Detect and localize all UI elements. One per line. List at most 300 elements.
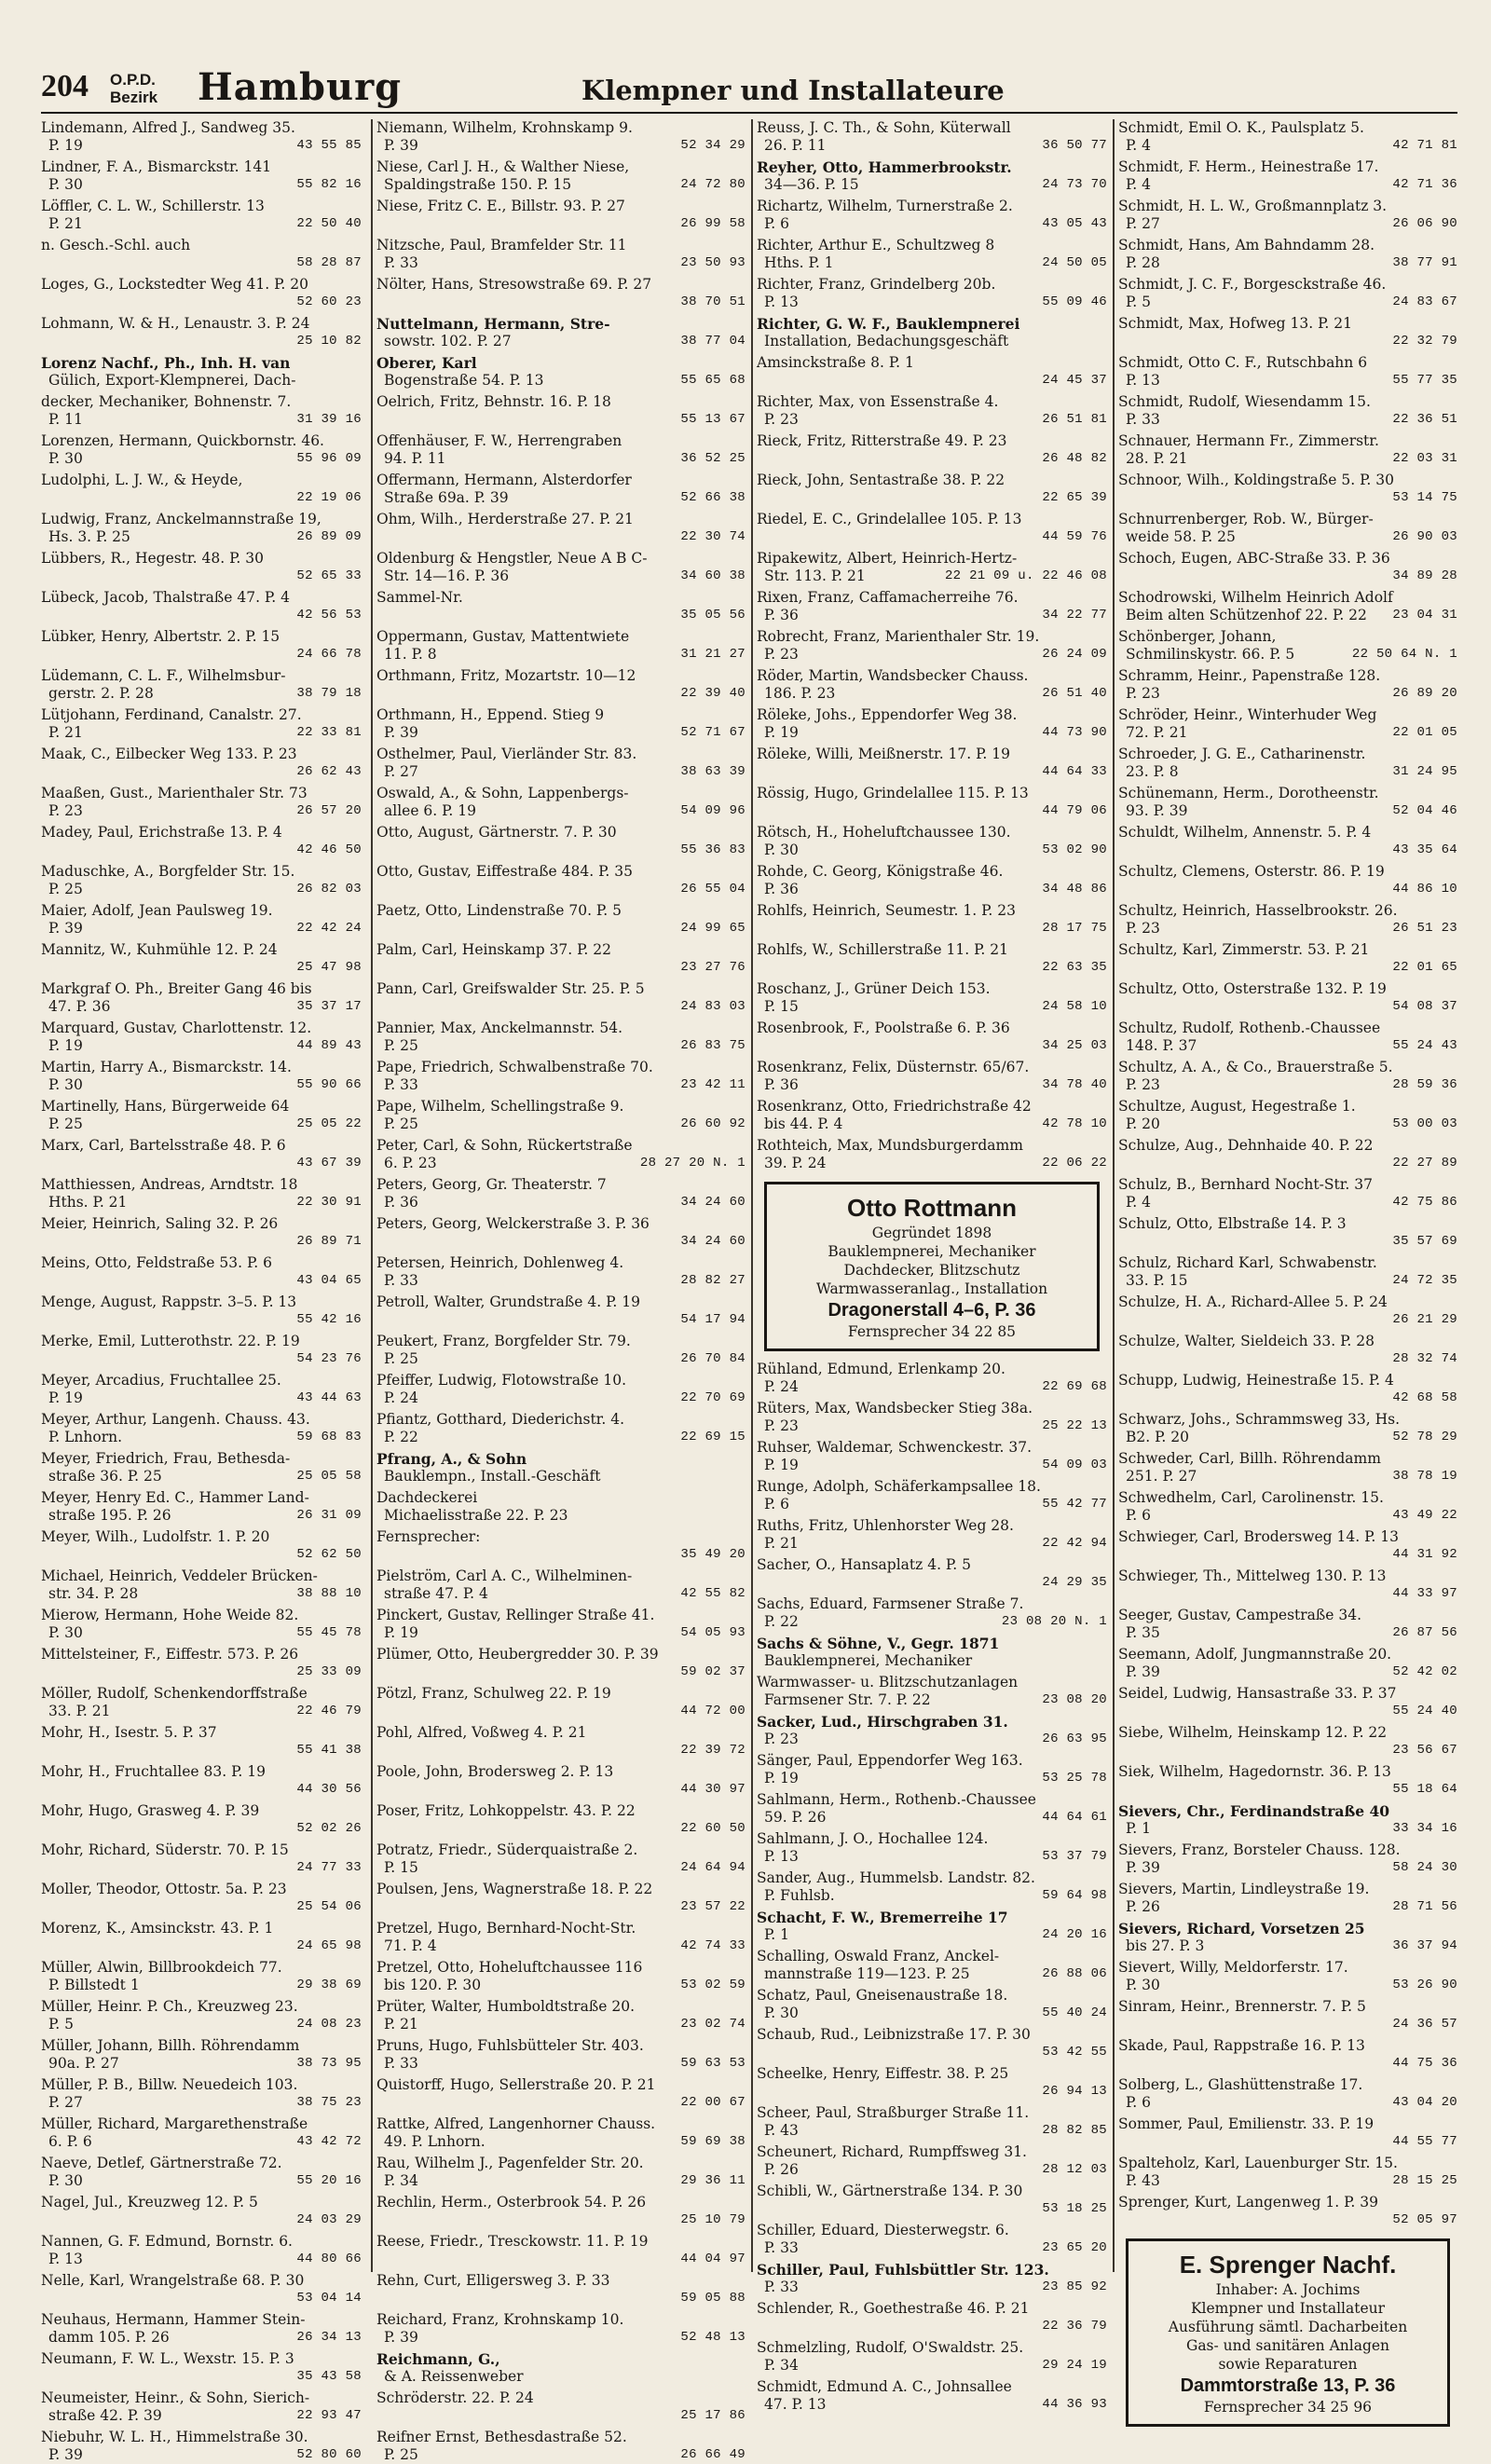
entry-name: Müller, P. B., Billw. Neuedeich 103. [41, 2076, 298, 2093]
entry-detail-row [376, 1507, 746, 1525]
entry-phone: 38 75 23 [296, 2095, 362, 2110]
entry-detail-row [41, 1507, 362, 1525]
directory-entry [376, 393, 746, 429]
entry-detail: P. 33 [384, 254, 418, 271]
entry-detail-row [376, 1272, 746, 1290]
entry-detail-row [1118, 2133, 1457, 2151]
entry-phone: 36 37 94 [1392, 1938, 1457, 1953]
entry-detail-row [1118, 411, 1457, 429]
directory-entry [1118, 785, 1457, 820]
entry-phone: 36 50 77 [1042, 138, 1107, 153]
entry-name: Oldenburg & Hengstler, Neue A B C- [376, 550, 648, 567]
entry-name: Sachs & Söhne, V., Gegr. 1871 [757, 1635, 1000, 1652]
entry-name: Rieck, Fritz, Ritterstraße 49. P. 23 [757, 432, 1007, 449]
entry-name: Siek, Wilhelm, Hagedornstr. 36. P. 13 [1118, 1763, 1391, 1780]
entry-name: Schmidt, H. L. W., Großmannplatz 3. [1118, 198, 1388, 214]
directory-entry [41, 1567, 362, 1603]
entry-detail-row [1118, 802, 1457, 820]
directory-entry [1118, 1176, 1457, 1211]
entry-name: Schönberger, Johann, [1118, 628, 1277, 645]
entry-name: Sahlmann, J. O., Hochallee 124. [757, 1830, 989, 1847]
entry-detail-row [757, 489, 1107, 507]
entry-phone: 26 82 03 [296, 882, 362, 897]
directory-entry [757, 550, 1107, 585]
entry-detail-row [41, 1468, 362, 1485]
entry-phone: 42 75 86 [1392, 1195, 1457, 1210]
column-3-top [757, 119, 1107, 1172]
directory-entry [41, 315, 362, 350]
entry-name: Pielström, Carl A. C., Wilhelminen- [376, 1567, 633, 1584]
entry-detail-row [41, 2368, 362, 2386]
entry-detail: straße 36. P. 25 [48, 1468, 162, 1485]
entry-detail-row [41, 920, 362, 938]
entry-detail-row [41, 1742, 362, 1759]
entry-detail-row [376, 607, 746, 624]
entry-phone: 53 18 25 [1042, 2201, 1107, 2216]
entry-detail-row [757, 333, 1107, 350]
entry-detail: bis 120. P. 30 [384, 1977, 482, 1993]
page-number: 204 [41, 69, 89, 103]
entry-detail: 59. P. 26 [764, 1809, 827, 1826]
entry-name: Quistorff, Hugo, Sellerstraße 20. P. 21 [376, 2076, 656, 2093]
entry-phone: 26 88 06 [1042, 1966, 1107, 1981]
directory-entry [41, 2389, 362, 2425]
entry-phone: 35 49 20 [680, 1547, 746, 1562]
entry-name: Pape, Friedrich, Schwalbenstraße 70. [376, 1059, 653, 1075]
entry-detail-row [757, 294, 1107, 311]
entry-detail-row [757, 2122, 1107, 2140]
directory-entry [1118, 1137, 1457, 1172]
directory-entry [376, 1411, 746, 1446]
entry-detail-row [757, 685, 1107, 703]
entry-detail: P. 22 [764, 1613, 799, 1630]
entry-detail-row [376, 1076, 746, 1094]
directory-entry [757, 824, 1107, 859]
entry-name: Roschanz, J., Grüner Deich 153. [757, 980, 991, 997]
entry-name: Fernsprecher: [376, 1528, 481, 1545]
directory-entry [376, 1998, 746, 2033]
entry-detail-row [1118, 607, 1457, 624]
entry-detail: P. 11 [48, 411, 83, 428]
entry-phone: 42 71 81 [1392, 138, 1457, 153]
entry-detail: P. 30 [48, 450, 83, 467]
entry-phone: 55 42 16 [296, 1312, 362, 1327]
entry-name: Möller, Rudolf, Schenkendorffstraße [41, 1685, 308, 1702]
entry-detail: P. 36 [384, 1194, 418, 1211]
entry-phone: 54 08 37 [1392, 999, 1457, 1014]
entry-detail: Str. 14—16. P. 36 [384, 568, 510, 584]
entry-detail: P. 6 [764, 215, 790, 232]
directory-entry [757, 1635, 1107, 1670]
entry-phone: 23 02 74 [680, 2017, 746, 2032]
entry-name: Otto, Gustav, Eiffestraße 484. P. 35 [376, 863, 633, 880]
advertisement-otto-rottmann [764, 1182, 1100, 1351]
entry-phone: 26 34 13 [296, 2330, 362, 2345]
entry-name: Schmidt, Hans, Am Bahndamm 28. [1118, 237, 1375, 253]
entry-detail-row [41, 1820, 362, 1838]
entry-name: Schramm, Heinr., Papenstraße 128. [1118, 667, 1381, 684]
directory-entry [376, 2272, 746, 2307]
directory-entry [757, 2261, 1107, 2296]
entry-name: Marquard, Gustav, Charlottenstr. 12. [41, 1020, 312, 1036]
entry-detail: P. 34 [764, 2357, 799, 2374]
entry-phone: 54 17 94 [680, 1312, 746, 1327]
entry-name: Naeve, Detlef, Gärtnerstraße 72. [41, 2155, 282, 2171]
entry-name: Schroeder, J. G. E., Catharinenstr. [1118, 746, 1366, 762]
entry-detail-row [757, 763, 1107, 781]
entry-name: Sammel-Nr. [376, 589, 463, 606]
entry-name: Neuhaus, Hermann, Hammer Stein- [41, 2311, 306, 2328]
directory-entry [757, 941, 1107, 977]
column-1 [41, 119, 362, 2463]
directory-entry [1118, 706, 1457, 742]
entry-name: Schultz, Clemens, Osterstr. 86. P. 19 [1118, 863, 1385, 880]
entry-name: Pötzl, Franz, Schulweg 22. P. 19 [376, 1685, 611, 1702]
entry-name: Ludolphi, L. J. W., & Heyde, [41, 472, 243, 488]
directory-entry [376, 472, 746, 507]
entry-detail-row [41, 842, 362, 859]
entry-name: Reuss, J. C. Th., & Sohn, Küterwall [757, 119, 1011, 136]
entry-name: Sievers, Martin, Lindleystraße 19. [1118, 1881, 1370, 1897]
entry-detail: Gülich, Export-Klempnerei, Dach- [48, 372, 296, 389]
entry-detail-row [1118, 176, 1457, 194]
directory-entry [376, 315, 746, 350]
entry-name: Seeger, Gustav, Campestraße 34. [1118, 1607, 1362, 1623]
entry-detail-row [757, 607, 1107, 624]
entry-detail: sowstr. 102. P. 27 [384, 333, 512, 349]
directory-entry [41, 1802, 362, 1838]
entry-detail: 72. P. 21 [1126, 724, 1188, 741]
entry-phone: 42 71 36 [1392, 177, 1457, 192]
entry-detail: P. 19 [48, 137, 83, 154]
directory-entry [376, 2076, 746, 2112]
directory-entry [757, 1909, 1107, 1944]
entry-detail: P. 13 [764, 294, 799, 310]
entry-detail-row [41, 1194, 362, 1211]
entry-name: Röleke, Willi, Meißnerstr. 17. P. 19 [757, 746, 1010, 762]
entry-detail-row [376, 763, 746, 781]
entry-name: Ripakewitz, Albert, Heinrich-Hertz- [757, 550, 1018, 567]
entry-phone: 31 24 95 [1392, 764, 1457, 779]
directory-entry [376, 1059, 746, 1094]
entry-phone: 28 27 20 N. 1 [639, 1156, 746, 1170]
entry-name: Schuldt, Wilhelm, Annenstr. 5. P. 4 [1118, 824, 1372, 841]
entry-name: Ruths, Fritz, Uhlenhorster Weg 28. [757, 1517, 1014, 1534]
directory-entry [41, 1372, 362, 1407]
entry-phone: 26 63 95 [1042, 1732, 1107, 1746]
directory-entry [757, 1830, 1107, 1866]
entry-name: Seidel, Ludwig, Hansastraße 33. P. 37 [1118, 1685, 1397, 1702]
entry-phone: 55 42 77 [1042, 1497, 1107, 1512]
entry-detail: P. 39 [384, 2329, 418, 2346]
entry-detail-row [41, 372, 362, 390]
entry-name: Meyer, Wilh., Ludolfstr. 1. P. 20 [41, 1528, 270, 1545]
directory-entry [376, 1920, 746, 1955]
directory-entry [757, 472, 1107, 507]
entry-detail-row [1118, 2211, 1457, 2229]
entry-name: Rohde, C. Georg, Königstraße 46. [757, 863, 1004, 880]
directory-entry [41, 276, 362, 311]
entry-phone: 22 27 89 [1392, 1156, 1457, 1170]
entry-phone: 58 24 30 [1392, 1860, 1457, 1875]
entry-detail-row [376, 1311, 746, 1329]
entry-name: Merke, Emil, Lutterothstr. 22. P. 19 [41, 1333, 300, 1349]
entry-detail-row [376, 1703, 746, 1720]
entry-detail-row [757, 998, 1107, 1016]
directory-entry [1118, 1920, 1457, 1955]
directory-entry [41, 1294, 362, 1329]
entry-name: Peters, Georg, Gr. Theaterstr. 7 [376, 1176, 607, 1193]
entry-name: Niemann, Wilhelm, Krohnskamp 9. [376, 119, 633, 136]
entry-detail-row [757, 2044, 1107, 2061]
entry-name: Mohr, Richard, Süderstr. 70. P. 15 [41, 1841, 289, 1858]
entry-detail-row [41, 1937, 362, 1955]
entry-name: Petersen, Heinrich, Dohlenweg 4. [376, 1254, 624, 1271]
entry-name: Schatz, Paul, Gneisenaustraße 18. [757, 1987, 1008, 2004]
entry-detail-row [376, 2172, 746, 2190]
directory-entry [1118, 1567, 1457, 1603]
entry-detail: 23. P. 8 [1126, 763, 1179, 780]
directory-entry [757, 1098, 1107, 1133]
directory-entry [376, 550, 746, 585]
entry-detail-row [376, 2016, 746, 2033]
column-rule [371, 119, 373, 2272]
entry-detail-row [757, 254, 1107, 272]
entry-name: Seemann, Adolf, Jungmannstraße 20. [1118, 1646, 1392, 1663]
entry-detail: 186. P. 23 [764, 685, 836, 702]
entry-detail-row [757, 1496, 1107, 1513]
directory-entry [757, 237, 1107, 272]
entry-phone: 22 36 51 [1392, 412, 1457, 427]
entry-phone: 22 36 79 [1042, 2319, 1107, 2334]
directory-entry [757, 511, 1107, 546]
directory-entry [1118, 2037, 1457, 2073]
directory-entry [376, 746, 746, 781]
directory-entry [376, 1020, 746, 1055]
entry-name: Markgraf O. Ph., Breiter Gang 46 bis [41, 980, 312, 997]
entry-detail: P. 33 [1126, 411, 1160, 428]
entry-phone: 34 60 38 [680, 568, 746, 583]
entry-detail-row [376, 254, 746, 272]
entry-name: Rössig, Hugo, Grindelallee 115. P. 13 [757, 785, 1029, 801]
entry-phone: 26 51 81 [1042, 412, 1107, 427]
entry-detail: P. 25 [384, 1350, 418, 1367]
entry-phone: 26 57 20 [296, 803, 362, 818]
entry-phone: 25 22 13 [1042, 1418, 1107, 1433]
entry-detail-row [376, 1742, 746, 1759]
entry-phone: 52 78 29 [1392, 1430, 1457, 1444]
entry-phone: 22 21 09 u. 22 46 08 [944, 568, 1107, 583]
entry-detail-row [757, 2200, 1107, 2218]
entry-phone: 24 83 67 [1392, 294, 1457, 309]
entry-detail-row [1118, 685, 1457, 703]
entry-detail: P. 28 [1126, 254, 1160, 271]
entry-phone: 24 29 35 [1042, 1575, 1107, 1590]
entry-detail-row [376, 372, 746, 390]
directory-entry [41, 1998, 362, 2033]
entry-detail: Bogenstraße 54. P. 13 [384, 372, 544, 389]
entry-detail-row [757, 215, 1107, 233]
entry-name: Meyer, Arthur, Langenh. Chauss. 43. [41, 1411, 310, 1428]
ad-line: Warmwasseranlag., Installation [815, 1280, 1048, 1297]
entry-detail-row [376, 411, 746, 429]
entry-name: Maak, C., Eilbecker Weg 133. P. 23 [41, 746, 297, 762]
entry-name: Skade, Paul, Rappstraße 16. P. 13 [1118, 2037, 1365, 2054]
entry-name: Rixen, Franz, Caffamacherreihe 76. [757, 589, 1019, 606]
entry-name: Mohr, H., Fruchtallee 83. P. 19 [41, 1763, 266, 1780]
directory-entry [376, 1215, 746, 1251]
entry-phone: 52 02 26 [296, 1821, 362, 1836]
entry-name: Schmelzling, Rudolf, O'Swaldstr. 25. [757, 2339, 1024, 2356]
entry-phone: 24 20 16 [1042, 1927, 1107, 1942]
entry-phone: 26 51 23 [1392, 921, 1457, 936]
entry-name: Müller, Richard, Margarethenstraße [41, 2115, 308, 2132]
entry-name: Offenhäuser, F. W., Herrengraben [376, 432, 622, 449]
entry-detail-row [376, 1624, 746, 1642]
entry-phone: 26 89 20 [1392, 686, 1457, 701]
entry-phone: 22 69 68 [1042, 1379, 1107, 1394]
entry-detail: P. 19 [48, 1389, 83, 1406]
ad-line: Gegründet 1898 [871, 1225, 992, 1241]
entry-phone: 43 49 22 [1392, 1508, 1457, 1523]
entry-detail-row [376, 802, 746, 820]
entry-detail-row [376, 1546, 746, 1564]
entry-name: Mannitz, W., Kuhmühle 12. P. 24 [41, 941, 278, 958]
entry-name: Lübeck, Jacob, Thalstraße 47. P. 4 [41, 589, 290, 606]
entry-detail-row [376, 1468, 746, 1485]
directory-entry [41, 2311, 362, 2347]
entry-detail-row [1118, 1546, 1457, 1564]
directory-entry [1118, 315, 1457, 350]
entry-detail-row [41, 2055, 362, 2073]
entry-detail-row [376, 1937, 746, 1955]
directory-entry [757, 276, 1107, 311]
entry-phone: 23 65 20 [1042, 2240, 1107, 2255]
entry-name: decker, Mechaniker, Bohnenstr. 7. [41, 393, 292, 410]
entry-detail-row [376, 1155, 746, 1172]
entry-detail: P. 5 [48, 2016, 75, 2033]
entry-detail: 6. P. 23 [384, 1155, 437, 1171]
directory-entry [1118, 1411, 1457, 1446]
entry-name: Schibli, W., Gärtnerstraße 134. P. 30 [757, 2183, 1023, 2199]
entry-detail-row [757, 1926, 1107, 1944]
entry-detail: Straße 69a. P. 39 [384, 489, 509, 506]
entry-detail-row [376, 685, 746, 703]
entry-name: Schultze, August, Hegestraße 1. [1118, 1098, 1356, 1115]
entry-phone: 25 47 98 [296, 960, 362, 975]
entry-detail: str. 34. P. 28 [48, 1585, 139, 1602]
entry-detail: P. 30 [48, 2172, 83, 2189]
entry-phone: 44 86 10 [1392, 882, 1457, 897]
entry-detail-row [376, 1781, 746, 1799]
directory-entry [41, 472, 362, 507]
entry-phone: 44 30 56 [296, 1782, 362, 1797]
entry-name: Rau, Wilhelm J., Pagenfelder Str. 20. [376, 2155, 644, 2171]
entry-detail-row [757, 1155, 1107, 1172]
entry-name: Pfeiffer, Ludwig, Flotowstraße 10. [376, 1372, 627, 1389]
entry-detail: & A. Reissenweber [384, 2368, 524, 2385]
entry-phone: 52 05 97 [1392, 2212, 1457, 2227]
entry-name: Paetz, Otto, Lindenstraße 70. P. 5 [376, 902, 622, 919]
directory-entry [376, 237, 746, 272]
directory-entry [1118, 1215, 1457, 1251]
entry-name: Sander, Aug., Hummelsb. Landstr. 82. [757, 1869, 1035, 1886]
entry-name: Nagel, Jul., Kreuzweg 12. P. 5 [41, 2194, 258, 2211]
ad-line: Bauklempnerei, Mechaniker [828, 1243, 1036, 1260]
entry-detail-row [376, 2407, 746, 2425]
directory-entry [757, 1987, 1107, 2022]
entry-phone: 43 67 39 [296, 1156, 362, 1170]
entry-name: Mohr, H., Isestr. 5. P. 37 [41, 1724, 217, 1741]
entry-detail-row [1118, 1624, 1457, 1642]
entry-phone: 44 55 77 [1392, 2134, 1457, 2149]
entry-name: Schulze, Walter, Sieldeich 33. P. 28 [1118, 1333, 1375, 1349]
entry-phone: 24 03 29 [296, 2212, 362, 2227]
entry-phone: 53 26 90 [1392, 1978, 1457, 1992]
directory-entry [41, 1137, 362, 1172]
entry-detail-row [1118, 1703, 1457, 1720]
directory-entry [376, 198, 746, 233]
directory-entry [41, 980, 362, 1016]
entry-detail-row [1118, 1389, 1457, 1407]
entry-phone: 55 77 35 [1392, 373, 1457, 388]
entry-detail-row [1118, 1116, 1457, 1133]
directory-entry [757, 863, 1107, 898]
entry-detail-row [1118, 215, 1457, 233]
entry-detail-row [757, 176, 1107, 194]
entry-detail-row [1118, 1937, 1457, 1955]
entry-detail-row [41, 2172, 362, 2190]
entry-detail: 47. P. 13 [764, 2396, 827, 2413]
directory-entry [757, 1752, 1107, 1787]
entry-phone: 22 06 22 [1042, 1156, 1107, 1170]
directory-entry [376, 276, 746, 311]
entry-detail-row [41, 568, 362, 585]
entry-detail-row [376, 1350, 746, 1368]
directory-entry [376, 1607, 746, 1642]
directory-entry [1118, 1333, 1457, 1368]
entry-name: Richter, G. W. F., Bauklempnerei [757, 315, 1020, 333]
entry-name: Schulz, Richard Karl, Schwabenstr. [1118, 1254, 1377, 1271]
entry-detail: allee 6. P. 19 [384, 802, 477, 819]
entry-name: Schaub, Rud., Leibnizstraße 17. P. 30 [757, 2026, 1031, 2043]
entry-detail: P. 23 [764, 411, 799, 428]
directory-entry [376, 1646, 746, 1681]
entry-name: Nitzsche, Paul, Bramfelder Str. 11 [376, 237, 627, 253]
entry-detail-row [376, 646, 746, 664]
directory-entry [376, 1567, 746, 1603]
entry-detail-row [376, 450, 746, 468]
entry-name: Reifner Ernst, Bethesdastraße 52. [376, 2429, 627, 2445]
directory-entry [376, 2155, 746, 2190]
directory-entry [376, 667, 746, 703]
entry-phone: 26 90 03 [1392, 529, 1457, 544]
directory-entry [376, 1294, 746, 1329]
entry-name: Marx, Carl, Bartelsstraße 48. P. 6 [41, 1137, 286, 1154]
directory-entry [1118, 1998, 1457, 2033]
entry-name: Orthmann, H., Eppend. Stieg 9 [376, 706, 605, 723]
entry-detail: Beim alten Schützenhof 22. P. 22 [1126, 607, 1367, 623]
directory-entry [376, 1841, 746, 1877]
entry-name: Sachs, Eduard, Farmsener Straße 7. [757, 1595, 1024, 1612]
directory-entry [757, 1674, 1107, 1709]
entry-name: Plümer, Otto, Heubergredder 30. P. 39 [376, 1646, 659, 1663]
entry-detail: P. 25 [48, 1116, 83, 1132]
entry-detail-row [376, 1859, 746, 1877]
entry-name: Ohm, Wilh., Herderstraße 27. P. 21 [376, 511, 634, 527]
entry-detail-row [41, 2211, 362, 2229]
directory-entry [376, 2350, 746, 2386]
